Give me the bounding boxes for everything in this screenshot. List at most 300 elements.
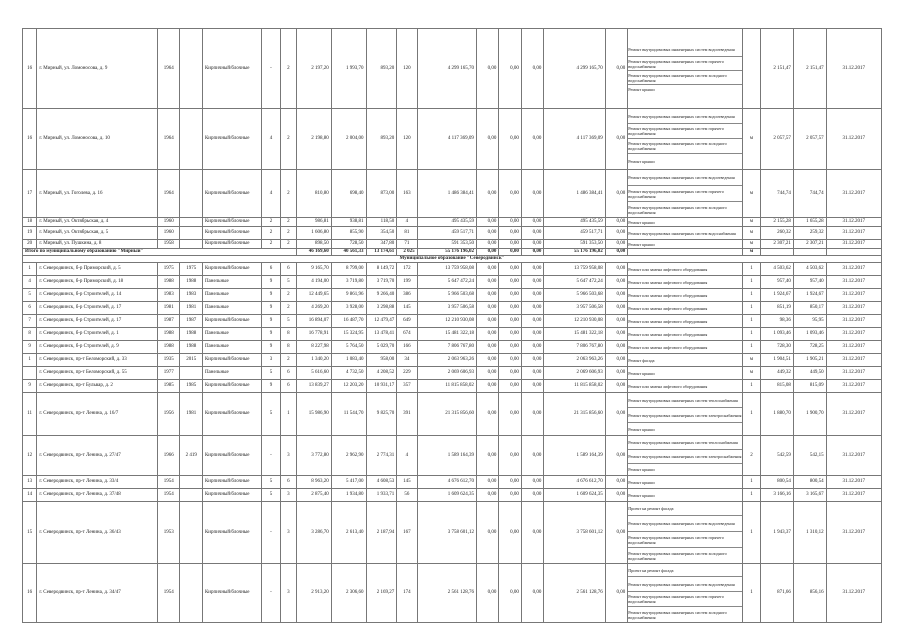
premises-area: 1 934,80 <box>331 489 366 502</box>
repair-cost: 1 589 164,39 <box>417 436 476 476</box>
fund-federal: 0,00 <box>476 218 498 227</box>
unit-cell: м <box>742 354 760 367</box>
fund-municipal: 0,00 <box>521 218 543 227</box>
wall-material: Кирпичный/блочные <box>202 227 261 240</box>
fund-regional: 0,00 <box>499 436 521 476</box>
year-built: 1987 <box>157 315 179 328</box>
table-row <box>23 354 882 367</box>
repair-cost: 5 966 503,68 <box>417 289 476 302</box>
year-commissioned: 1987 <box>180 315 202 328</box>
fund-other: 0,00 <box>605 109 627 170</box>
work-item: Ремонт крыши <box>628 370 655 376</box>
wall-material: Кирпичный/блочные <box>202 263 261 276</box>
year-commissioned <box>180 564 202 623</box>
unit-cost: 1 900,70 <box>793 393 826 436</box>
capital-repair-table <box>22 28 882 623</box>
unit-cell: м <box>742 240 760 249</box>
work-item: Ремонт внутридомовых инженерных систем водоотведения <box>628 109 742 124</box>
total-area: 16 894,07 <box>297 315 332 328</box>
fund-federal: 0,00 <box>476 502 498 564</box>
completion-date: 31.12.2017 <box>826 29 881 109</box>
fund-owners: 1 486 384,41 <box>544 170 605 218</box>
fund-owners: 5 647 472,24 <box>544 276 605 289</box>
entrances: 5 <box>280 276 296 289</box>
work-item: Ремонт крыши <box>628 426 655 432</box>
completion-date: 31.12.2017 <box>826 227 881 240</box>
work-item: Ремонт внутридомовых инженерных систем электроснабжения <box>628 408 742 423</box>
work-item: Ремонт крыши <box>628 492 655 498</box>
residents: 357 <box>397 380 417 393</box>
work-item: Ремонт или замена лифтового оборудования <box>628 331 708 337</box>
address-cell: г. Северодвинск, б-р Строителей, д. 17 <box>37 302 158 315</box>
repair-cost: 459 517,71 <box>417 227 476 240</box>
premises-area: 8 799,00 <box>331 263 366 276</box>
address-cell: г. Северодвинск, пр-т Беломорский, д. 55 <box>37 367 158 380</box>
fund-regional: 0,00 <box>499 227 521 240</box>
table-row <box>23 302 882 315</box>
unit-cell: м <box>742 109 760 170</box>
table-row <box>23 227 882 240</box>
row-number: 14 <box>23 489 37 502</box>
unit-cost-max: 542,59 <box>761 436 794 476</box>
premises-area: 15 324,95 <box>331 328 366 341</box>
row-number: 17 <box>23 170 37 218</box>
fund-other: 0,00 <box>605 315 627 328</box>
unit-cost: 957,40 <box>793 276 826 289</box>
entrances: 3 <box>280 502 296 564</box>
fund-federal: 0,00 <box>476 263 498 276</box>
unit-cell <box>742 29 760 109</box>
fund-other: 0,00 <box>605 380 627 393</box>
year-built: 1988 <box>157 328 179 341</box>
fund-federal: 0,00 <box>476 315 498 328</box>
works-cell <box>628 109 743 170</box>
unit-cost: 542,15 <box>793 436 826 476</box>
work-item: Ремонт крыши <box>628 87 655 92</box>
total-area: 3 286,70 <box>297 502 332 564</box>
fund-municipal: 0,00 <box>521 436 543 476</box>
fund-owners: 2 063 963,26 <box>544 354 605 367</box>
work-item: Ремонт внутридомовых инженерных систем холодного водоснабжения <box>628 139 742 154</box>
total-pp: 2 025 <box>397 249 417 256</box>
unit-cost-max: 744,74 <box>761 170 794 218</box>
unit-cost: 3 165,67 <box>793 489 826 502</box>
fund-owners: 1 609 624,35 <box>544 489 605 502</box>
year-built: 1935 <box>157 354 179 367</box>
wall-material: Кирпичный/блочные <box>202 436 261 476</box>
residents: 199 <box>397 276 417 289</box>
unit-cell: 1 <box>742 502 760 564</box>
row-number: 7 <box>23 315 37 328</box>
address-cell: г. Северодвинск, б-р Приморский, д. 18 <box>37 276 158 289</box>
year-commissioned: 1981 <box>180 302 202 315</box>
fund-regional: 0,00 <box>499 502 521 564</box>
fund-federal: 0,00 <box>476 393 498 436</box>
total-area: 2 913,20 <box>297 564 332 623</box>
total-c2: 0,00 <box>499 249 521 256</box>
unit-cost-max: 1 880,70 <box>761 393 794 436</box>
unit-cell: 2 <box>742 436 760 476</box>
unit-cell: м <box>742 218 760 227</box>
floors: 9 <box>262 289 280 302</box>
table-row <box>23 367 882 380</box>
works-cell <box>628 476 743 489</box>
unit-cost: 856,16 <box>793 564 826 623</box>
fund-other: 0,00 <box>605 328 627 341</box>
entrances: 1 <box>280 393 296 436</box>
premises-area: 11 544,70 <box>331 393 366 436</box>
work-item: Ремонт внутридомовых инженерных систем водоотведения <box>628 170 742 186</box>
address-cell: г. Северодвинск, пр-т Ленина, д. 37/48 <box>37 489 158 502</box>
table-row <box>23 380 882 393</box>
residential-area: 9 266,40 <box>366 289 397 302</box>
total-c4: 55 176 196,02 <box>544 249 605 256</box>
entrances: 6 <box>280 367 296 380</box>
document-page <box>22 28 882 623</box>
year-built: 1956 <box>157 393 179 436</box>
unit-cell: 1 <box>742 380 760 393</box>
floors: 9 <box>262 315 280 328</box>
fund-municipal: 0,00 <box>521 315 543 328</box>
year-built: 1964 <box>157 170 179 218</box>
fund-other: 0,00 <box>605 367 627 380</box>
total-area: 4 269,20 <box>297 302 332 315</box>
work-item: Ремонт или замена лифтового оборудования <box>628 279 708 285</box>
premises-area: 16 487,70 <box>331 315 366 328</box>
works-cell <box>628 367 743 380</box>
unit-cell: 1 <box>742 564 760 623</box>
completion-date: 31.12.2017 <box>826 564 881 623</box>
unit-cost: 1 093,46 <box>793 328 826 341</box>
wall-material: Кирпичный/блочные <box>202 380 261 393</box>
year-built: 1983 <box>157 289 179 302</box>
fund-municipal: 0,00 <box>521 341 543 354</box>
row-number: 4 <box>23 276 37 289</box>
unit-cost: 1 310,12 <box>793 502 826 564</box>
premises-area: 5 764,50 <box>331 341 366 354</box>
completion-date: 31.12.2017 <box>826 276 881 289</box>
floors: 2 <box>262 227 280 240</box>
premises-area: 938,81 <box>331 218 366 227</box>
repair-cost: 2 069 606,93 <box>417 367 476 380</box>
year-built: 1954 <box>157 476 179 489</box>
address-cell: г. Северодвинск, б-р Приморский, д. 5 <box>37 263 158 276</box>
completion-date: 31.12.2017 <box>826 476 881 489</box>
total-area: 1 606,80 <box>297 227 332 240</box>
residential-area: 873,00 <box>366 170 397 218</box>
fund-other: 0,00 <box>605 227 627 240</box>
premises-area: 1 083,40 <box>331 354 366 367</box>
residents: 167 <box>397 502 417 564</box>
fund-federal: 0,00 <box>476 367 498 380</box>
table-row <box>23 341 882 354</box>
unit-cost: 728,25 <box>793 341 826 354</box>
residents: 81 <box>397 227 417 240</box>
fund-owners: 21 315 856,60 <box>544 393 605 436</box>
work-item: Ремонт внутридомовых инженерных систем холодного водоснабжения <box>628 550 727 561</box>
row-number: 9 <box>23 341 37 354</box>
residential-area: 3 298,88 <box>366 302 397 315</box>
premises-area: 12 203,20 <box>331 380 366 393</box>
fund-federal: 0,00 <box>476 380 498 393</box>
entrances: 2 <box>280 170 296 218</box>
repair-cost: 4 676 612,70 <box>417 476 476 489</box>
works-cell <box>628 29 743 109</box>
fund-federal: 0,00 <box>476 341 498 354</box>
works-cell <box>628 354 743 367</box>
table-row <box>23 328 882 341</box>
entrances: 3 <box>280 436 296 476</box>
floors: 4 <box>262 170 280 218</box>
floors: 4 <box>262 109 280 170</box>
unit-cost: 449,50 <box>793 367 826 380</box>
repair-cost: 15 481 322,18 <box>417 328 476 341</box>
repair-cost: 7 806 767,80 <box>417 341 476 354</box>
year-commissioned: 1985 <box>180 380 202 393</box>
completion-date: 31.12.2017 <box>826 341 881 354</box>
floors: - <box>262 564 280 623</box>
row-number: 8 <box>23 328 37 341</box>
year-commissioned <box>180 170 202 218</box>
floors: 9 <box>262 341 280 354</box>
work-item: Ремонт или замена лифтового оборудования <box>628 344 708 350</box>
fund-regional: 0,00 <box>499 380 521 393</box>
completion-date: 31.12.2017 <box>826 263 881 276</box>
entrances: 2 <box>280 354 296 367</box>
works-cell <box>628 263 743 276</box>
residents: 145 <box>397 476 417 489</box>
total-label: Итого по муниципальному образованию "Мирный" <box>23 249 297 256</box>
residents: 4 <box>397 436 417 476</box>
year-commissioned <box>180 227 202 240</box>
total-c1: 0,00 <box>476 249 498 256</box>
year-commissioned <box>180 29 202 109</box>
residential-area: 4 208,52 <box>366 367 397 380</box>
wall-material: Кирпичный/блочные <box>202 315 261 328</box>
residential-area: 3 719,70 <box>366 276 397 289</box>
completion-date: 31.12.2017 <box>826 170 881 218</box>
unit-cost-max: 1 904,51 <box>761 354 794 367</box>
floors: - <box>262 436 280 476</box>
works-cell <box>628 218 743 227</box>
fund-federal: 0,00 <box>476 489 498 502</box>
work-item: Ремонт внутридомовых инженерных систем горячего водоснабжения <box>628 124 742 139</box>
row-number: 6 <box>23 302 37 315</box>
entrances: 6 <box>280 380 296 393</box>
address-cell: г. Северодвинск, б-р Строителей, д. 14 <box>37 289 158 302</box>
floors: 3 <box>262 354 280 367</box>
fund-other: 0,00 <box>605 564 627 623</box>
work-item: Ремонт внутридомовых инженерных систем теплоснабжения <box>628 436 742 450</box>
fund-federal: 0,00 <box>476 302 498 315</box>
unit-cost: 4 503,62 <box>793 263 826 276</box>
unit-cell: 1 <box>742 302 760 315</box>
address-cell: г. Северодвинск, б-р Строителей, д. 1 <box>37 328 158 341</box>
completion-date: 31.12.2017 <box>826 302 881 315</box>
residents: 71 <box>397 240 417 249</box>
total-area: 9 165,70 <box>297 263 332 276</box>
fund-regional: 0,00 <box>499 341 521 354</box>
floors: 5 <box>262 476 280 489</box>
year-commissioned: 2 419 <box>180 436 202 476</box>
table-row <box>23 315 882 328</box>
fund-owners: 4 117 369,09 <box>544 109 605 170</box>
fund-federal: 0,00 <box>476 109 498 170</box>
year-commissioned: 1988 <box>180 276 202 289</box>
total-works <box>628 249 743 256</box>
fund-federal: 0,00 <box>476 240 498 249</box>
total-p1 <box>761 249 794 256</box>
floors: 5 <box>262 367 280 380</box>
residential-area: 5 029,70 <box>366 341 397 354</box>
fund-owners: 591 353,50 <box>544 240 605 249</box>
residents: 229 <box>397 367 417 380</box>
completion-date: 31.12.2017 <box>826 502 881 564</box>
unit-cost-max: 4 503,62 <box>761 263 794 276</box>
works-cell <box>628 240 743 249</box>
works-cell <box>628 489 743 502</box>
year-commissioned <box>180 502 202 564</box>
premises-area: 5 417,00 <box>331 476 366 489</box>
year-commissioned <box>180 476 202 489</box>
year-built: 1985 <box>157 380 179 393</box>
fund-federal: 0,00 <box>476 227 498 240</box>
floors: - <box>262 502 280 564</box>
total-a1: 46 169,60 <box>297 249 332 256</box>
fund-owners: 3 758 601,12 <box>544 502 605 564</box>
unit-cell: м <box>742 227 760 240</box>
works-cell <box>628 302 743 315</box>
wall-material: Кирпичный/блочные <box>202 476 261 489</box>
address-cell: г. Северодвинск, пр-т Ленина, д. 36/43 <box>37 502 158 564</box>
repair-cost: 3 758 601,12 <box>417 502 476 564</box>
residential-area: 10 931,17 <box>366 380 397 393</box>
work-item: Ремонт внутридомовых инженерных систем горячего водоснабжения <box>628 57 742 71</box>
work-item: Ремонт или замена лифтового оборудования <box>628 305 708 311</box>
completion-date: 31.12.2017 <box>826 393 881 436</box>
wall-material: Кирпичный/блочные <box>202 218 261 227</box>
entrances: 6 <box>280 263 296 276</box>
entrances: 8 <box>280 328 296 341</box>
residents: 174 <box>397 564 417 623</box>
total-area: 2 197,20 <box>297 29 332 109</box>
works-cell <box>628 341 743 354</box>
fund-owners: 2 561 128,76 <box>544 564 605 623</box>
row-number <box>23 367 37 380</box>
residential-area: 1 933,71 <box>366 489 397 502</box>
work-item: Ремонт крыши <box>628 479 655 485</box>
works-cell <box>628 393 743 436</box>
residential-area: 2 774,31 <box>366 436 397 476</box>
premises-area: 2 962,90 <box>331 436 366 476</box>
unit-cost-max: 1 093,46 <box>761 328 794 341</box>
repair-cost: 495 435,59 <box>417 218 476 227</box>
unit-cell: 1 <box>742 315 760 328</box>
works-cell <box>628 227 743 240</box>
total-area: 8 227,98 <box>297 341 332 354</box>
floors: 2 <box>262 240 280 249</box>
residents: 4 <box>397 218 417 227</box>
table-row <box>23 502 882 564</box>
unit-cost: 2 151,47 <box>793 29 826 109</box>
unit-cell: 1 <box>742 341 760 354</box>
work-item: Проект на ремонт фасада <box>628 502 742 516</box>
wall-material: Панельные <box>202 289 261 302</box>
residents: 34 <box>397 354 417 367</box>
table-row <box>23 276 882 289</box>
fund-municipal: 0,00 <box>521 393 543 436</box>
premises-area: 1 993,70 <box>331 29 366 109</box>
fund-owners: 4 299 165,70 <box>544 29 605 109</box>
residents: 56 <box>397 489 417 502</box>
work-item: Ремонт внутридомовых инженерных систем холодного водоснабжения <box>628 609 727 620</box>
table-row <box>23 564 882 623</box>
residents: 166 <box>397 341 417 354</box>
year-built: 1954 <box>157 489 179 502</box>
year-built: 1964 <box>157 109 179 170</box>
table-row <box>23 476 882 489</box>
premises-area: 698,40 <box>331 170 366 218</box>
year-built: 1953 <box>157 502 179 564</box>
fund-municipal: 0,00 <box>521 367 543 380</box>
total-area: 15 986,90 <box>297 393 332 436</box>
unit-cell: м <box>742 170 760 218</box>
year-commissioned: 1988 <box>180 341 202 354</box>
works-cell <box>628 502 743 564</box>
repair-cost: 4 299 165,70 <box>417 29 476 109</box>
fund-municipal: 0,00 <box>521 328 543 341</box>
year-commissioned <box>180 218 202 227</box>
total-area: 4 194,00 <box>297 276 332 289</box>
row-number: 16 <box>23 29 37 109</box>
premises-area: 728,50 <box>331 240 366 249</box>
year-commissioned: 1988 <box>180 328 202 341</box>
fund-owners: 12 210 930,08 <box>544 315 605 328</box>
premises-area: 2 004,00 <box>331 109 366 170</box>
wall-material: Кирпичный/блочные <box>202 240 261 249</box>
fund-owners: 4 676 612,70 <box>544 476 605 489</box>
unit-cell: 1 <box>742 489 760 502</box>
fund-other: 0,00 <box>605 170 627 218</box>
entrances: 2 <box>280 302 296 315</box>
work-item: Ремонт внутридомовых инженерных систем теплоснабжения <box>628 393 742 408</box>
fund-owners: 7 806 767,80 <box>544 341 605 354</box>
premises-area: 2 306,60 <box>331 564 366 623</box>
year-commissioned: 1975 <box>180 263 202 276</box>
entrances: 3 <box>280 489 296 502</box>
fund-other: 0,00 <box>605 489 627 502</box>
unit-cost-max: 1 943,37 <box>761 502 794 564</box>
fund-regional: 0,00 <box>499 170 521 218</box>
unit-cost-max: 449,32 <box>761 367 794 380</box>
residential-area: 9 825,70 <box>366 393 397 436</box>
premises-area: 9 861,96 <box>331 289 366 302</box>
fund-other: 0,00 <box>605 276 627 289</box>
work-item: Ремонт внутридомовых инженерных систем водоотведения <box>628 516 742 532</box>
floors: 9 <box>262 328 280 341</box>
work-item: Ремонт внутридомовых инженерных систем горячего водоснабжения <box>628 186 742 202</box>
row-number: 20 <box>23 240 37 249</box>
unit-cost-max: 260,32 <box>761 227 794 240</box>
table-row <box>23 240 882 249</box>
work-item: Ремонт крыши <box>628 219 655 225</box>
total-area: 3 772,80 <box>297 436 332 476</box>
total-a2: 40 561,33 <box>331 249 366 256</box>
fund-other: 0,00 <box>605 302 627 315</box>
residential-area: 958,00 <box>366 354 397 367</box>
fund-municipal: 0,00 <box>521 29 543 109</box>
fund-municipal: 0,00 <box>521 564 543 623</box>
